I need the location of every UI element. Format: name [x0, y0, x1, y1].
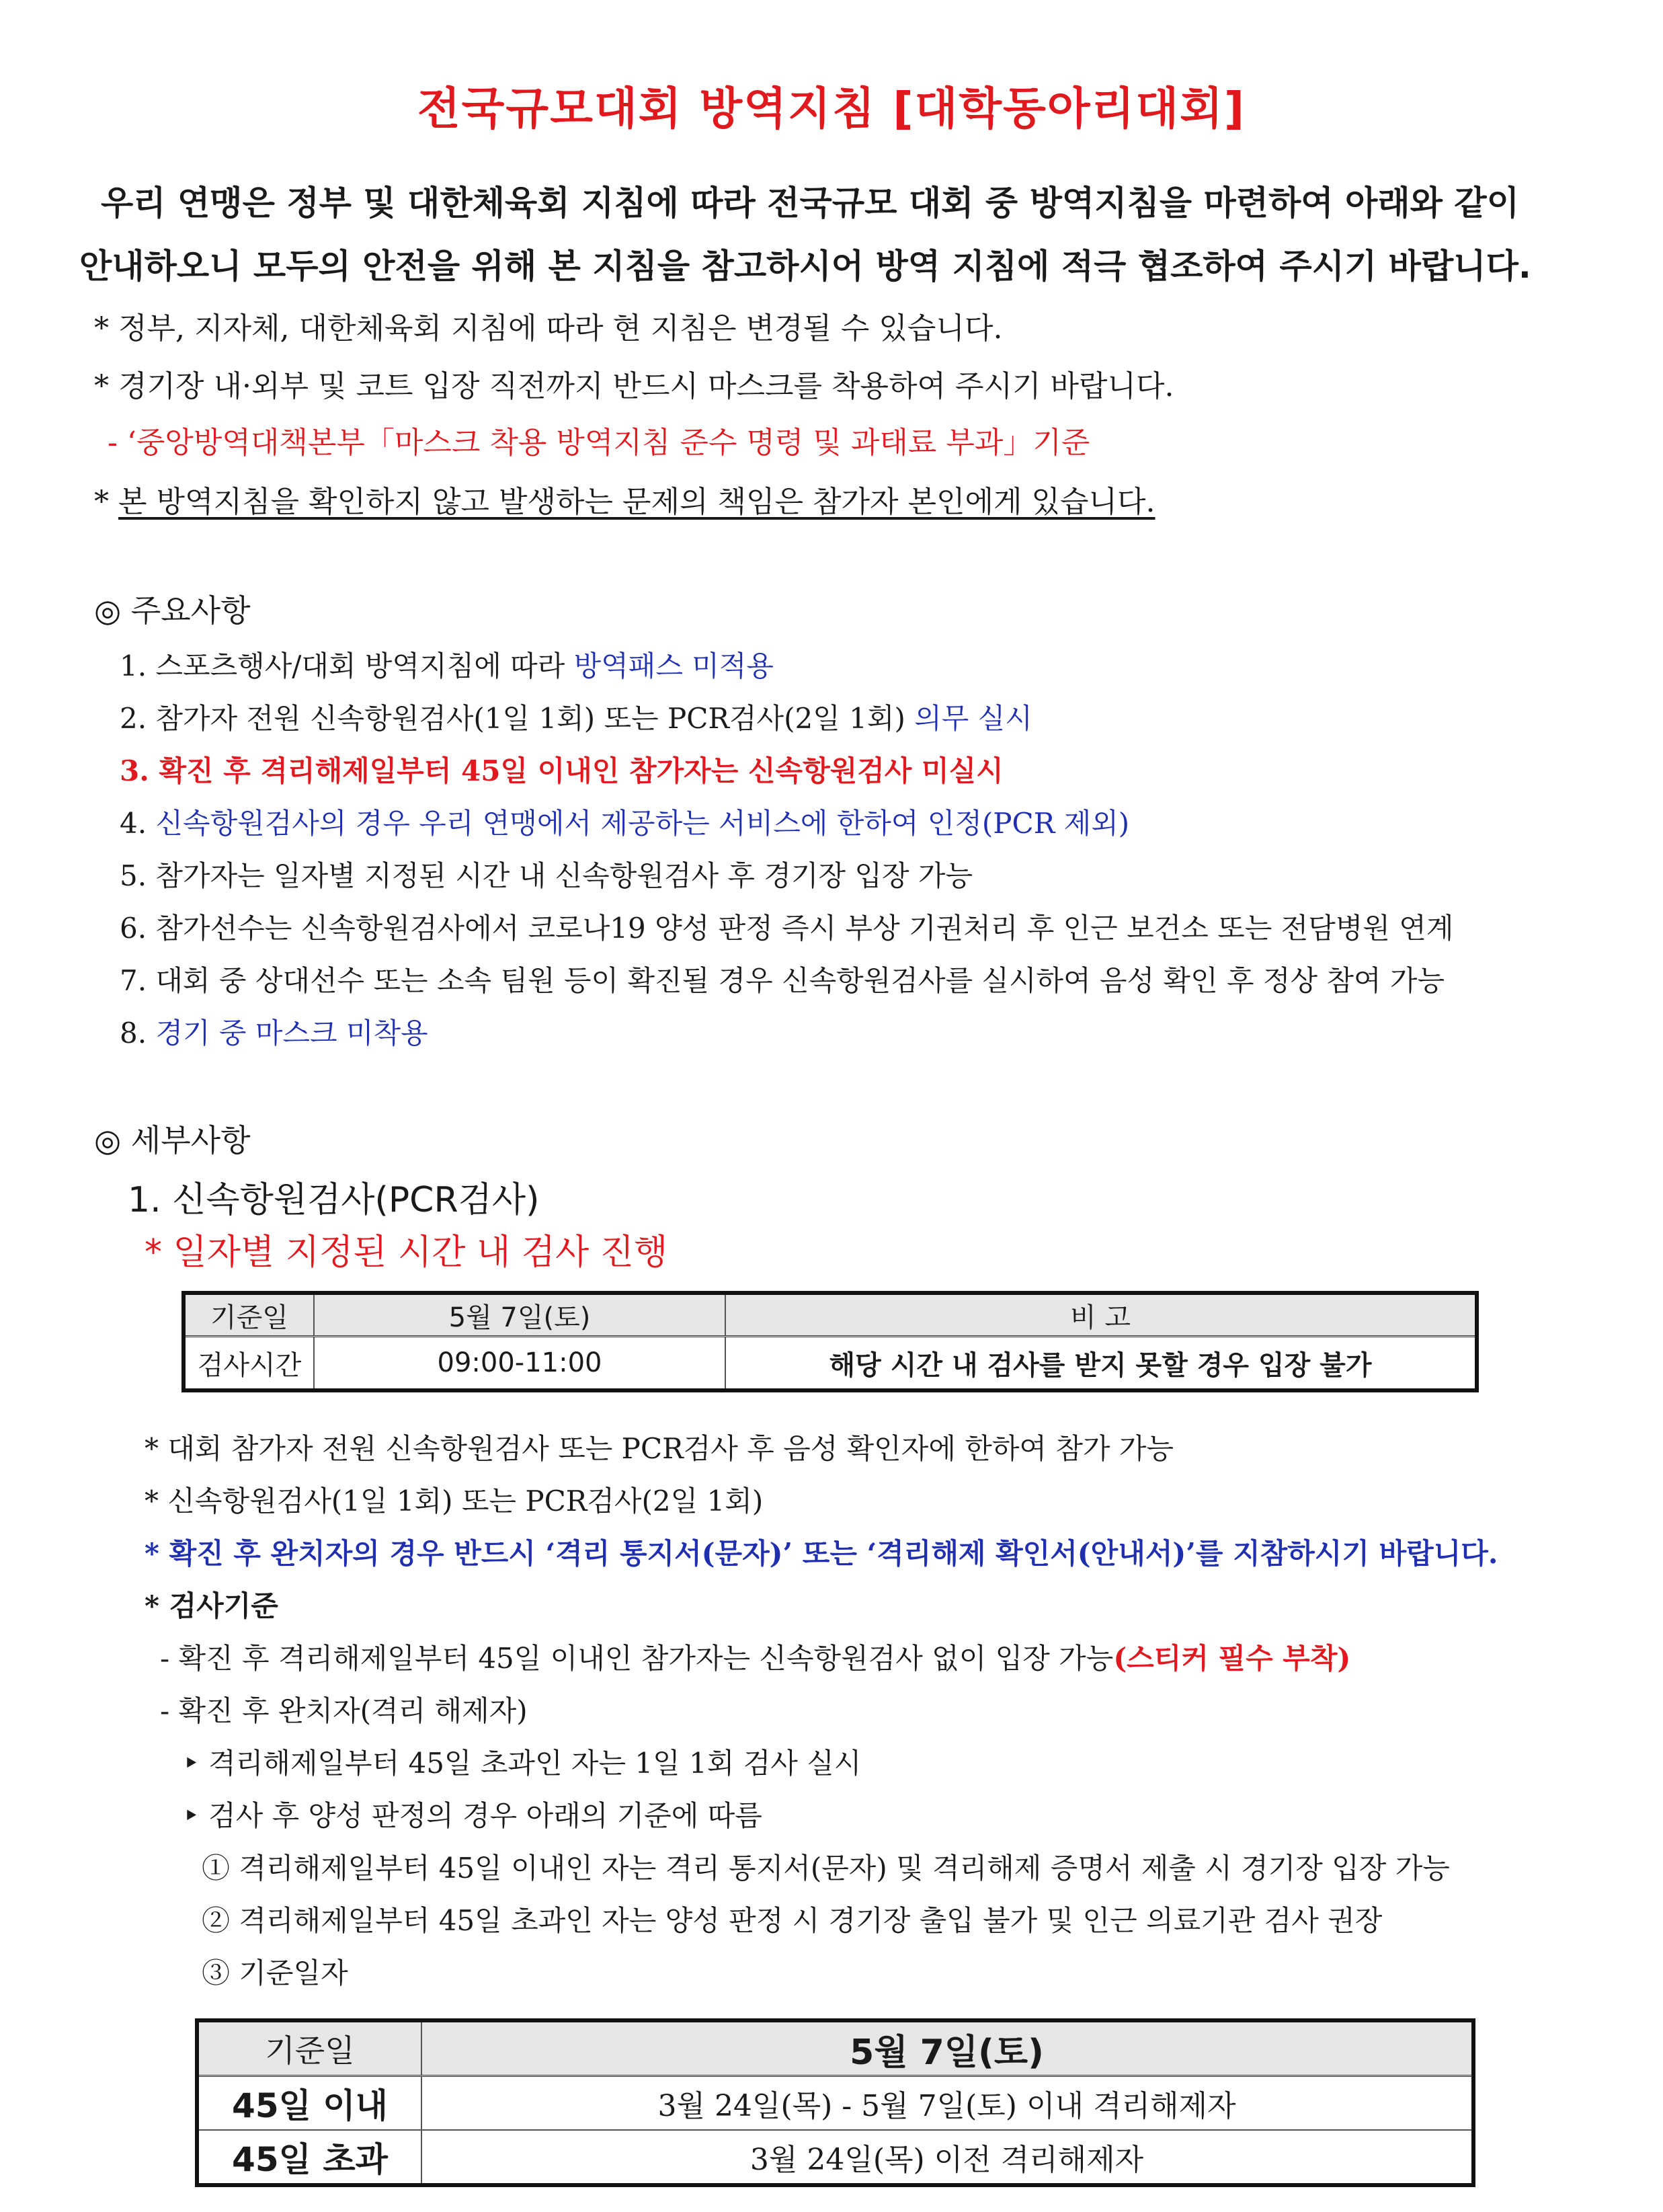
base-date-table	[195, 2018, 1475, 2187]
main-item-1	[120, 644, 774, 684]
th2-date: 5월 7일(토)	[421, 2020, 1473, 2076]
intro-line-1: 우리 연맹은 정부 및 대한체육회 지침에 따라 전국규모 대회 중 방역지침을 마련하여 아래와 같이	[101, 184, 1519, 223]
criteria-circle-3: ③ 기준일자	[202, 1957, 348, 1989]
td2-within-45: 45일 이내	[197, 2076, 421, 2131]
th2-base-date: 기준일	[197, 2020, 421, 2076]
main-item-4	[120, 801, 1129, 842]
detail-bullet-3: * 확진 후 완치자의 경우 반드시 ‘격리 통지서(문자)’ 또는 ‘격리해제 확인서(안내서)’를 지참하시기 바랍니다.	[145, 1537, 1498, 1570]
note-3: - ‘중앙방역대책본부「마스크 착용 방역지침 준수 명령 및 과태료 부과」기준	[108, 426, 1090, 460]
note-1: * 정부, 지자체, 대한체육회 지침에 따라 현 지침은 변경될 수 있습니다.	[94, 311, 1003, 346]
main-item-6: 6. 참가선수는 신속항원검사에서 코로나19 양성 판정 즉시 부상 기권처리 후 인근 보건소 또는 전담병원 연계	[120, 912, 1454, 945]
td2-over-45-value: 3월 24일(목) 이전 격리해제자	[421, 2130, 1473, 2185]
criteria-1-text: - 확진 후 격리해제일부터 45일 이내인 참가자는 신속항원검사 없이 입장 가능	[160, 1642, 1114, 1675]
note-2: * 경기장 내·외부 및 코트 입장 직전까지 반드시 마스크를 착용하여 주시기 바랍니다.	[94, 369, 1174, 403]
criteria-1	[160, 1636, 1350, 1677]
th-base-date: 기준일	[184, 1293, 314, 1337]
main-item-8-number: 8.	[120, 1017, 156, 1050]
th-remarks: 비 고	[725, 1293, 1477, 1337]
base-date-table-header	[197, 2020, 1473, 2076]
main-item-4-highlight: 신속항원검사의 경우 우리 연맹에서 제공하는 서비스에 한하여 인정(PCR 제외)	[155, 807, 1130, 840]
criteria-2-sub-1: ‣ 격리해제일부터 45일 초과인 자는 1일 1회 검사 실시	[183, 1747, 862, 1780]
test-time-table-header	[184, 1293, 1477, 1337]
detail-heading: ◎ 세부사항	[94, 1122, 251, 1158]
td2-within-45-value: 3월 24일(목) - 5월 7일(토) 이내 격리해제자	[421, 2076, 1473, 2131]
td2-over-45: 45일 초과	[197, 2130, 421, 2185]
td-test-time: 09:00-11:00	[314, 1337, 725, 1391]
note-4-text: 본 방역지침을 확인하지 않고 발생하는 문제의 책임은 참가자 본인에게 있습니다.	[118, 485, 1155, 519]
td-remarks: 해당 시간 내 검사를 받지 못할 경우 입장 불가	[725, 1337, 1477, 1391]
table-row	[197, 2130, 1473, 2185]
criteria-1-highlight: (스티커 필수 부착)	[1113, 1642, 1351, 1675]
intro-line-2: 안내하오니 모두의 안전을 위해 본 지침을 참고하시어 방역 지침에 적극 협조하여 주시기 바랍니다.	[79, 247, 1531, 286]
criteria-2-sub-2: ‣ 검사 후 양성 판정의 경우 아래의 기준에 따름	[183, 1799, 762, 1832]
criteria-2: - 확진 후 완치자(격리 해제자)	[160, 1694, 528, 1727]
td-test-time-label: 검사시간	[184, 1337, 314, 1391]
main-item-1-text: 1. 스포츠행사/대회 방역지침에 따라	[120, 649, 574, 682]
main-item-7: 7. 대회 중 상대선수 또는 소속 팀원 등이 확진될 경우 신속항원검사를 실시하여 음성 확인 후 정상 참여 가능	[120, 964, 1445, 997]
detail-bullet-2: * 신속항원검사(1일 1회) 또는 PCR검사(2일 1회)	[145, 1485, 764, 1517]
test-time-table	[181, 1291, 1479, 1392]
main-item-5: 5. 참가자는 일자별 지정된 시간 내 신속항원검사 후 경기장 입장 가능	[120, 859, 973, 892]
main-heading: ◎ 주요사항	[94, 592, 251, 629]
table-row	[197, 2076, 1473, 2131]
main-item-8	[120, 1011, 428, 1052]
table-row	[184, 1337, 1477, 1391]
detail-subheading-note: * 일자별 지정된 시간 내 검사 진행	[145, 1232, 668, 1273]
main-item-8-highlight: 경기 중 마스크 미착용	[155, 1017, 428, 1050]
main-item-1-highlight: 방역패스 미적용	[573, 649, 774, 682]
detail-bullet-1: * 대회 참가자 전원 신속항원검사 또는 PCR검사 후 음성 확인자에 한하여 참가 가능	[145, 1432, 1174, 1465]
main-item-2-text: 2. 참가자 전원 신속항원검사(1일 1회) 또는 PCR검사(2일 1회)	[120, 702, 915, 735]
main-item-2-highlight: 의무 실시	[914, 702, 1032, 735]
note-4	[94, 477, 1155, 520]
criteria-circle-2: ② 격리해제일부터 45일 초과인 자는 양성 판정 시 경기장 출입 불가 및 인근 의료기관 검사 권장	[202, 1904, 1383, 1937]
detail-bullet-4: * 검사기준	[145, 1589, 278, 1622]
document-title: 전국규모대회 방역지침 [대학동아리대회]	[417, 83, 1246, 134]
main-item-2	[120, 697, 1032, 737]
detail-subheading-1: 1. 신속항원검사(PCR검사)	[128, 1180, 540, 1220]
note-4-prefix: *	[94, 485, 118, 519]
main-item-4-number: 4.	[120, 807, 156, 840]
criteria-circle-1: ① 격리해제일부터 45일 이내인 자는 격리 통지서(문자) 및 격리해제 증명서 제출 시 경기장 입장 가능	[202, 1852, 1450, 1885]
main-item-3: 3. 확진 후 격리해제일부터 45일 이내인 참가자는 신속항원검사 미실시	[120, 754, 1004, 787]
th-date: 5월 7일(토)	[314, 1293, 725, 1337]
